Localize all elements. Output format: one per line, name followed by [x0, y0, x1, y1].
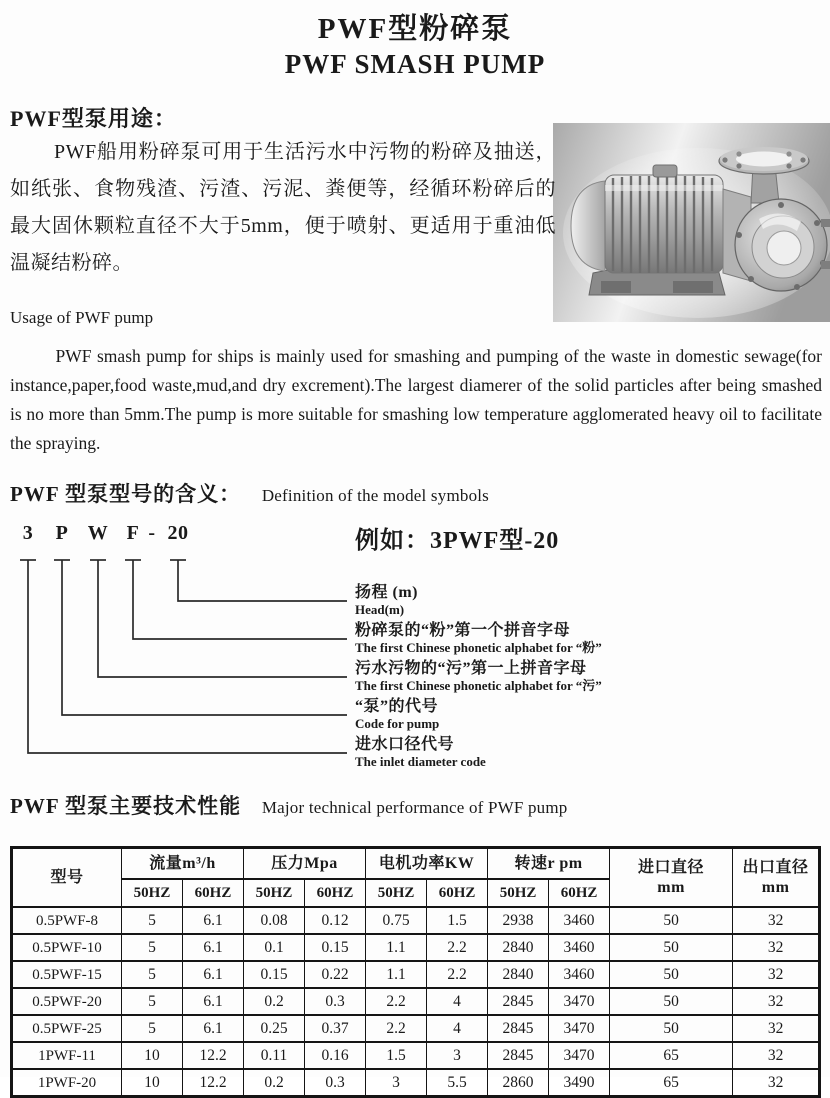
subheader-60hz: 60HZ: [427, 879, 488, 907]
spec-cell: 6.1: [183, 1015, 244, 1042]
label-pump-code: “泵”的代号 Code for pump: [355, 698, 440, 731]
spec-cell: 2845: [488, 988, 549, 1015]
model-cell: 0.5PWF-20: [12, 988, 122, 1015]
model-cell: 0.5PWF-15: [12, 961, 122, 988]
spec-cell: 2840: [488, 961, 549, 988]
spec-cell: 2845: [488, 1042, 549, 1069]
spec-cell: 12.2: [183, 1069, 244, 1097]
subheader-60hz: 60HZ: [549, 879, 610, 907]
col-header-pressure: 压力Mpa: [244, 848, 366, 880]
model-symbol-w: W: [87, 522, 109, 544]
table-row: [12, 1069, 820, 1097]
spec-cell: 32: [733, 907, 820, 934]
spec-cell: 2840: [488, 934, 549, 961]
spec-cell: 0.15: [305, 934, 366, 961]
subheader-50hz: 50HZ: [122, 879, 183, 907]
model-symbol-inlet-code: 3: [22, 522, 34, 544]
spec-cell: 0.15: [244, 961, 305, 988]
col-header-flow: 流量m³/h: [122, 848, 244, 880]
spec-cell: 5: [122, 988, 183, 1015]
spec-cell: 2845: [488, 1015, 549, 1042]
model-symbol-p: P: [55, 522, 69, 544]
spec-cell: 50: [610, 1015, 733, 1042]
model-cell: 0.5PWF-8: [12, 907, 122, 934]
spec-cell: 6.1: [183, 907, 244, 934]
spec-cell: 5: [122, 1015, 183, 1042]
diagram-labels: [355, 583, 815, 773]
spec-cell: 5: [122, 907, 183, 934]
spec-cell: 1.1: [366, 961, 427, 988]
spec-cell: 4: [427, 1015, 488, 1042]
spec-cell: 1.1: [366, 934, 427, 961]
spec-cell: 1.5: [427, 907, 488, 934]
pump-illustration: [553, 123, 830, 322]
spec-cell: 3: [366, 1069, 427, 1097]
performance-heading: [10, 790, 568, 820]
subheader-60hz: 60HZ: [305, 879, 366, 907]
spec-cell: 32: [733, 1015, 820, 1042]
performance-table-body: [12, 907, 820, 1097]
usage-paragraph-en: PWF smash pump for ships is mainly used for smashing and pumping of the waste in domestic sewage(for instance,paper,food waste,mud,and dry excrement).The largest diamerer of the solid particles after being smashed is no more than 5mm.The pump is more suitable for smashing low temperature agglomerated heavy oil to facilitate the spraying.: [10, 346, 822, 453]
spec-cell: 2.2: [366, 1015, 427, 1042]
spec-cell: 50: [610, 961, 733, 988]
spec-cell: 10: [122, 1069, 183, 1097]
model-example: 例如：3PWF型-20: [355, 528, 560, 554]
spec-cell: 32: [733, 1069, 820, 1097]
spec-cell: 10: [122, 1042, 183, 1069]
spec-cell: 5: [122, 961, 183, 988]
col-header-inlet-diameter: 进口直径 mm: [610, 848, 733, 908]
spec-cell: 3470: [549, 988, 610, 1015]
spec-cell: 12.2: [183, 1042, 244, 1069]
spec-cell: 6.1: [183, 988, 244, 1015]
model-symbol-f: F: [126, 522, 140, 544]
spec-cell: 2.2: [427, 961, 488, 988]
model-symbol-dash: -: [148, 522, 156, 544]
spec-cell: 6.1: [183, 961, 244, 988]
model-cell: 1PWF-20: [12, 1069, 122, 1097]
col-header-motor-power: 电机功率KW: [366, 848, 488, 880]
table-row: [12, 988, 820, 1015]
model-definition-heading-en: Definition of the model symbols: [261, 486, 490, 505]
spec-cell: 50: [610, 934, 733, 961]
spec-cell: 2.2: [366, 988, 427, 1015]
label-head: 扬程 (m) Head(m): [355, 584, 418, 617]
spec-cell: 32: [733, 961, 820, 988]
spec-cell: 0.2: [244, 1069, 305, 1097]
spec-cell: 0.22: [305, 961, 366, 988]
spec-cell: 5: [122, 934, 183, 961]
spec-cell: 3460: [549, 961, 610, 988]
model-cell: 1PWF-11: [12, 1042, 122, 1069]
col-header-speed: 转速r pm: [488, 848, 610, 880]
spec-cell: 6.1: [183, 934, 244, 961]
model-definition-heading: [10, 478, 489, 508]
spec-cell: 0.3: [305, 1069, 366, 1097]
table-header-groups: [12, 848, 820, 880]
spec-cell: 1.5: [366, 1042, 427, 1069]
label-wu: 污水污物的“污”第一上拼音字母 The first Chinese phonetic alphabet for “污”: [355, 660, 602, 693]
subheader-50hz: 50HZ: [488, 879, 549, 907]
col-header-outlet-diameter: 出口直径 mm: [733, 848, 820, 908]
performance-table: [10, 846, 821, 1098]
spec-cell: 0.11: [244, 1042, 305, 1069]
spec-cell: 5.5: [427, 1069, 488, 1097]
spec-cell: 3460: [549, 907, 610, 934]
page-title-cn: PWF型粉碎泵: [317, 13, 513, 45]
spec-cell: 0.12: [305, 907, 366, 934]
subheader-50hz: 50HZ: [244, 879, 305, 907]
spec-cell: 2.2: [427, 934, 488, 961]
spec-cell: 32: [733, 988, 820, 1015]
label-inlet-code: 进水口径代号 The inlet diameter code: [355, 736, 486, 769]
usage-heading-cn: PWF型泵用途：: [10, 106, 177, 131]
model-definition-heading-cn: PWF 型泵型号的含义：: [10, 482, 242, 506]
spec-cell: 0.1: [244, 934, 305, 961]
spec-cell: 0.08: [244, 907, 305, 934]
performance-heading-en: Major technical performance of PWF pump: [261, 798, 568, 817]
table-row: [12, 907, 820, 934]
page-title-en: PWF SMASH PUMP: [284, 49, 546, 79]
spec-cell: 0.25: [244, 1015, 305, 1042]
table-row: [12, 1042, 820, 1069]
pump-photo-image: [553, 123, 830, 322]
spec-cell: 32: [733, 1042, 820, 1069]
spec-cell: 3: [427, 1042, 488, 1069]
spec-cell: 65: [610, 1069, 733, 1097]
table-row: [12, 934, 820, 961]
model-cell: 0.5PWF-25: [12, 1015, 122, 1042]
usage-paragraph-cn: PWF船用粉碎泵可用于生活污水中污物的粉碎及抽送，如纸张、食物残渣、污渣、污泥、粪便等，经循环粉碎后的最大固休颗粒直径不大于5mm，便于喷射、更适用于重油低温凝结粉碎。: [10, 141, 556, 274]
spec-cell: 0.75: [366, 907, 427, 934]
spec-cell: 4: [427, 988, 488, 1015]
table-row: [12, 1015, 820, 1042]
spec-cell: 0.2: [244, 988, 305, 1015]
usage-heading-en: Usage of PWF pump: [10, 308, 154, 327]
spec-cell: 3460: [549, 934, 610, 961]
spec-cell: 3470: [549, 1015, 610, 1042]
subheader-50hz: 50HZ: [366, 879, 427, 907]
spec-cell: 3490: [549, 1069, 610, 1097]
table-row: [12, 961, 820, 988]
spec-cell: 2938: [488, 907, 549, 934]
spec-cell: 0.3: [305, 988, 366, 1015]
performance-heading-cn: PWF 型泵主要技术性能: [10, 794, 242, 818]
spec-cell: 32: [733, 934, 820, 961]
col-header-model: 型号: [12, 848, 122, 908]
label-fen: 粉碎泵的“粉”第一个拼音字母 The first Chinese phonetic alphabet for “粉”: [355, 622, 602, 655]
model-symbol-diagram: [10, 520, 822, 788]
spec-cell: 0.16: [305, 1042, 366, 1069]
spec-cell: 50: [610, 988, 733, 1015]
model-cell: 0.5PWF-10: [12, 934, 122, 961]
spec-cell: 2860: [488, 1069, 549, 1097]
spec-cell: 3470: [549, 1042, 610, 1069]
spec-cell: 50: [610, 907, 733, 934]
page-header: [0, 12, 830, 80]
spec-cell: 0.37: [305, 1015, 366, 1042]
model-symbol-head: 20: [167, 522, 189, 544]
spec-cell: 65: [610, 1042, 733, 1069]
subheader-60hz: 60HZ: [183, 879, 244, 907]
